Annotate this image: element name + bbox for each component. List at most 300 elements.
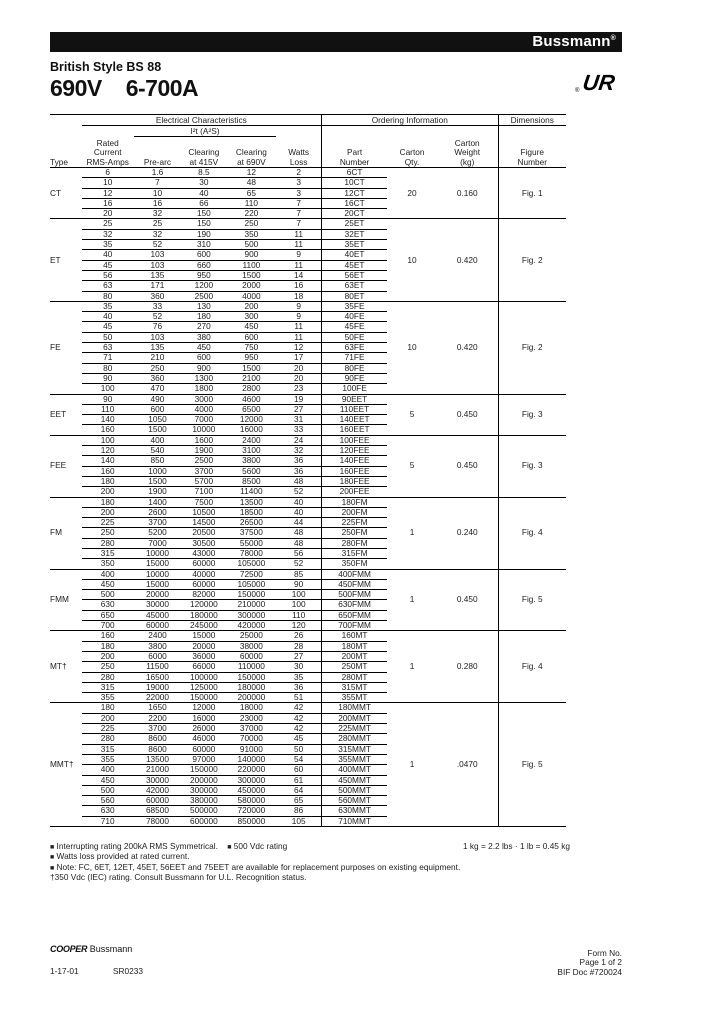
clearing-415v: 500000 [181, 806, 226, 816]
part-number: 63FE [322, 343, 388, 353]
rated-current: 250 [82, 662, 134, 672]
ul-logo-text: UR [581, 70, 617, 95]
watts-loss: 33 [276, 425, 321, 435]
footnote-1: ■ Interrupting rating 200kA RMS Symmetrical. ■ 500 Vdc rating [50, 841, 288, 851]
clearing-690v: 900 [226, 250, 276, 260]
carton-qty: 1 [387, 569, 437, 631]
clearing-415v: 180 [181, 312, 226, 322]
clearing-690v: 4600 [226, 394, 276, 404]
clearing-415v: 200000 [181, 775, 226, 785]
clearing-415v: 30500 [181, 538, 226, 548]
col-rated-current: Rated Current RMS-Amps [82, 137, 134, 168]
prearc-i2t: 850 [134, 456, 182, 466]
rated-current: 630 [82, 600, 134, 610]
clearing-415v: 40000 [181, 569, 226, 579]
rated-current: 450 [82, 775, 134, 785]
rated-current: 16 [82, 198, 134, 208]
clearing-415v: 20000 [181, 641, 226, 651]
prearc-i2t: 7000 [134, 538, 182, 548]
rated-current: 280 [82, 672, 134, 682]
part-number: 35FE [322, 301, 388, 311]
prearc-i2t: 210 [134, 353, 182, 363]
clearing-415v: 43000 [181, 548, 226, 558]
clearing-415v: 300000 [181, 785, 226, 795]
part-number: 80ET [322, 291, 388, 301]
part-number: 120FEE [322, 446, 388, 456]
prearc-i2t: 1900 [134, 487, 182, 497]
part-number: 180MT [322, 641, 388, 651]
prearc-i2t: 32 [134, 209, 182, 219]
clearing-415v: 150 [181, 219, 226, 229]
rated-current: 35 [82, 301, 134, 311]
part-number: 45ET [322, 260, 388, 270]
clearing-415v: 270 [181, 322, 226, 332]
part-number: 71FE [322, 353, 388, 363]
col-part-number: Part Number [322, 137, 388, 168]
part-number: 35ET [322, 240, 388, 250]
part-number: 160FEE [322, 466, 388, 476]
part-number: 630MMT [322, 806, 388, 816]
rated-current: 630 [82, 806, 134, 816]
clearing-415v: 150000 [181, 765, 226, 775]
clearing-415v: 310 [181, 240, 226, 250]
rated-current: 32 [82, 229, 134, 239]
part-number: 400MMT [322, 765, 388, 775]
prearc-i2t: 52 [134, 240, 182, 250]
carton-weight: 0.160 [437, 168, 498, 219]
clearing-415v: 450 [181, 343, 226, 353]
watts-loss: 51 [276, 693, 321, 703]
prearc-i2t: 16 [134, 198, 182, 208]
watts-loss: 14 [276, 270, 321, 280]
prearc-i2t: 600 [134, 404, 182, 414]
watts-loss: 7 [276, 198, 321, 208]
part-number: 63ET [322, 281, 388, 291]
form-info [520, 949, 622, 977]
col-prearc: Pre-arc [134, 137, 182, 168]
rated-current: 225 [82, 518, 134, 528]
prearc-i2t: 21000 [134, 765, 182, 775]
clearing-690v: 70000 [226, 734, 276, 744]
figure-number: Fig. 5 [498, 569, 566, 631]
watts-loss: 27 [276, 404, 321, 414]
clearing-690v: 26500 [226, 518, 276, 528]
rated-current: 100 [82, 384, 134, 394]
clearing-690v: 3800 [226, 456, 276, 466]
col-clearing-415v: Clearing at 415V [181, 137, 226, 168]
prearc-i2t: 171 [134, 281, 182, 291]
part-number: 315MMT [322, 744, 388, 754]
rated-current: 200 [82, 487, 134, 497]
rated-current: 45 [82, 260, 134, 270]
rated-current: 50 [82, 332, 134, 342]
prearc-i2t: 3700 [134, 724, 182, 734]
prearc-i2t: 30000 [134, 775, 182, 785]
table-row [50, 435, 566, 445]
clearing-690v: 300000 [226, 775, 276, 785]
prearc-i2t: 1050 [134, 415, 182, 425]
part-number: 140FEE [322, 456, 388, 466]
table-row [50, 394, 566, 404]
prearc-i2t: 15000 [134, 559, 182, 569]
clearing-415v: 7500 [181, 497, 226, 507]
rated-current: 200 [82, 507, 134, 517]
footnote-3: ■ Note: FC, 6ET, 12ET, 45ET, 56EET and 75EET are available for replacement purposes on existing equipment. [50, 861, 461, 872]
rated-current: 6 [82, 168, 134, 178]
prearc-i2t: 490 [134, 394, 182, 404]
rated-current: 90 [82, 373, 134, 383]
carton-qty: 1 [387, 631, 437, 703]
clearing-690v: 6500 [226, 404, 276, 414]
voltage-rating: 690V [50, 75, 102, 101]
clearing-415v: 380 [181, 332, 226, 342]
clearing-415v: 600000 [181, 816, 226, 826]
col-watts-loss: Watts Loss [276, 137, 321, 168]
prearc-i2t: 22000 [134, 693, 182, 703]
prearc-i2t: 103 [134, 332, 182, 342]
prearc-i2t: 103 [134, 250, 182, 260]
rated-current: 180 [82, 641, 134, 651]
rated-current: 180 [82, 497, 134, 507]
document-code: SR0233 [113, 966, 143, 976]
fuse-group [50, 168, 566, 219]
clearing-690v: 2400 [226, 435, 276, 445]
clearing-690v: 580000 [226, 796, 276, 806]
rated-current: 200 [82, 713, 134, 723]
clearing-690v: 200 [226, 301, 276, 311]
table-row [50, 631, 566, 641]
rated-current: 500 [82, 785, 134, 795]
watts-loss: 20 [276, 373, 321, 383]
clearing-690v: 180000 [226, 682, 276, 692]
rated-current: 110 [82, 404, 134, 414]
prearc-i2t: 540 [134, 446, 182, 456]
rated-current: 710 [82, 816, 134, 826]
figure-number: Fig. 3 [498, 435, 566, 497]
table-row [50, 219, 566, 229]
clearing-415v: 12000 [181, 703, 226, 713]
part-number: 225FM [322, 518, 388, 528]
rated-current: 45 [82, 322, 134, 332]
rated-current: 350 [82, 559, 134, 569]
watts-loss: 105 [276, 816, 321, 826]
rated-current: 700 [82, 621, 134, 631]
clearing-690v: 110 [226, 198, 276, 208]
part-number: 500MMT [322, 785, 388, 795]
part-number: 710MMT [322, 816, 388, 826]
amp-range: 6-700A [125, 75, 199, 101]
part-number: 180MMT [322, 703, 388, 713]
watts-loss: 120 [276, 621, 321, 631]
watts-loss: 64 [276, 785, 321, 795]
watts-loss: 3 [276, 188, 321, 198]
clearing-415v: 20500 [181, 528, 226, 538]
ordering-information-header: Ordering Information [322, 115, 499, 126]
rated-current: 90 [82, 394, 134, 404]
clearing-690v: 200000 [226, 693, 276, 703]
prearc-i2t: 360 [134, 291, 182, 301]
carton-weight: 0.240 [437, 497, 498, 569]
part-number: 355MT [322, 693, 388, 703]
watts-loss: 42 [276, 724, 321, 734]
clearing-690v: 600 [226, 332, 276, 342]
prearc-i2t: 76 [134, 322, 182, 332]
clearing-415v: 40 [181, 188, 226, 198]
watts-loss: 30 [276, 662, 321, 672]
clearing-690v: 16000 [226, 425, 276, 435]
part-number: 16CT [322, 198, 388, 208]
footnote-4: †350 Vdc (IEC) rating. Consult Bussmann for U.L. Recognition status. [50, 872, 307, 883]
clearing-690v: 140000 [226, 754, 276, 764]
clearing-690v: 220 [226, 209, 276, 219]
watts-loss: 35 [276, 672, 321, 682]
watts-loss: 50 [276, 744, 321, 754]
clearing-415v: 15000 [181, 631, 226, 641]
part-number: 250FM [322, 528, 388, 538]
carton-qty: 20 [387, 168, 437, 219]
clearing-690v: 2000 [226, 281, 276, 291]
prearc-i2t: 60000 [134, 796, 182, 806]
clearing-415v: 7000 [181, 415, 226, 425]
figure-number: Fig. 1 [498, 168, 566, 219]
figure-number: Fig. 2 [498, 301, 566, 394]
prearc-i2t: 13500 [134, 754, 182, 764]
watts-loss: 12 [276, 343, 321, 353]
watts-loss: 9 [276, 301, 321, 311]
clearing-690v: 13500 [226, 497, 276, 507]
part-number: 700FMM [322, 621, 388, 631]
rated-current: 20 [82, 209, 134, 219]
watts-loss: 42 [276, 713, 321, 723]
carton-qty: 10 [387, 219, 437, 301]
watts-loss: 86 [276, 806, 321, 816]
rated-current: 25 [82, 219, 134, 229]
clearing-690v: 37500 [226, 528, 276, 538]
clearing-415v: 8.5 [181, 168, 226, 178]
ul-recognized-icon [575, 68, 623, 96]
watts-loss: 44 [276, 518, 321, 528]
prearc-i2t: 2600 [134, 507, 182, 517]
clearing-415v: 600 [181, 353, 226, 363]
rated-current: 315 [82, 548, 134, 558]
part-number: 40FE [322, 312, 388, 322]
part-number: 160MT [322, 631, 388, 641]
fuse-group [50, 631, 566, 703]
product-title [50, 75, 198, 102]
clearing-690v: 65 [226, 188, 276, 198]
clearing-690v: 250 [226, 219, 276, 229]
clearing-690v: 150000 [226, 672, 276, 682]
col-carton-weight: Carton Weight (kg) [437, 137, 498, 168]
clearing-690v: 105000 [226, 559, 276, 569]
watts-loss: 36 [276, 682, 321, 692]
clearing-690v: 25000 [226, 631, 276, 641]
table-row [50, 301, 566, 311]
part-number: 100FEE [322, 435, 388, 445]
clearing-415v: 1200 [181, 281, 226, 291]
watts-loss: 85 [276, 569, 321, 579]
prearc-i2t: 5200 [134, 528, 182, 538]
rated-current: 355 [82, 693, 134, 703]
watts-loss: 11 [276, 332, 321, 342]
prearc-i2t: 30000 [134, 600, 182, 610]
prearc-i2t: 1000 [134, 466, 182, 476]
clearing-415v: 26000 [181, 724, 226, 734]
clearing-415v: 16000 [181, 713, 226, 723]
prearc-i2t: 15000 [134, 579, 182, 589]
watts-loss: 19 [276, 394, 321, 404]
col-carton-qty: Carton Qty. [387, 137, 437, 168]
watts-loss: 17 [276, 353, 321, 363]
clearing-690v: 48 [226, 178, 276, 188]
clearing-690v: 300000 [226, 610, 276, 620]
part-number: 56ET [322, 270, 388, 280]
rated-current: 100 [82, 435, 134, 445]
table-row [50, 703, 566, 713]
rated-current: 120 [82, 446, 134, 456]
clearing-690v: 2800 [226, 384, 276, 394]
clearing-415v: 5700 [181, 476, 226, 486]
rated-current: 250 [82, 528, 134, 538]
clearing-690v: 72500 [226, 569, 276, 579]
prearc-i2t: 1650 [134, 703, 182, 713]
prearc-i2t: 52 [134, 312, 182, 322]
watts-loss: 48 [276, 476, 321, 486]
carton-weight: 0.450 [437, 569, 498, 631]
fuse-type: MMT† [50, 703, 82, 827]
col-type: Type [50, 137, 82, 168]
rated-current: 71 [82, 353, 134, 363]
part-number: 50FE [322, 332, 388, 342]
prearc-i2t: 1500 [134, 425, 182, 435]
watts-loss: 90 [276, 579, 321, 589]
part-number: 200FM [322, 507, 388, 517]
prearc-i2t: 1500 [134, 476, 182, 486]
carton-weight: 0.450 [437, 394, 498, 435]
part-number: 25ET [322, 219, 388, 229]
prearc-i2t: 135 [134, 270, 182, 280]
prearc-i2t: 7 [134, 178, 182, 188]
clearing-690v: 220000 [226, 765, 276, 775]
prearc-i2t: 3700 [134, 518, 182, 528]
clearing-690v: 38000 [226, 641, 276, 651]
clearing-690v: 12000 [226, 415, 276, 425]
watts-loss: 3 [276, 178, 321, 188]
carton-qty: 10 [387, 301, 437, 394]
watts-loss: 18 [276, 291, 321, 301]
rated-current: 40 [82, 250, 134, 260]
figure-number: Fig. 4 [498, 631, 566, 703]
part-number: 225MMT [322, 724, 388, 734]
watts-loss: 36 [276, 456, 321, 466]
rated-current: 140 [82, 456, 134, 466]
part-number: 200MMT [322, 713, 388, 723]
figure-number: Fig. 2 [498, 219, 566, 301]
watts-loss: 2 [276, 168, 321, 178]
watts-loss: 61 [276, 775, 321, 785]
fuse-type: FMM [50, 569, 82, 631]
rated-current: 180 [82, 476, 134, 486]
clearing-415v: 66000 [181, 662, 226, 672]
clearing-690v: 5600 [226, 466, 276, 476]
prearc-i2t: 10000 [134, 569, 182, 579]
part-number: 90EET [322, 394, 388, 404]
clearing-690v: 850000 [226, 816, 276, 826]
watts-loss: 11 [276, 260, 321, 270]
clearing-690v: 500 [226, 240, 276, 250]
figure-number: Fig. 5 [498, 703, 566, 827]
rated-current: 180 [82, 703, 134, 713]
watts-loss: 9 [276, 250, 321, 260]
prearc-i2t: 33 [134, 301, 182, 311]
watts-loss: 24 [276, 435, 321, 445]
clearing-415v: 380000 [181, 796, 226, 806]
fuse-type: FEE [50, 435, 82, 497]
i2t-header: I²t (A²S) [134, 126, 277, 137]
part-number: 280MMT [322, 734, 388, 744]
rated-current: 10 [82, 178, 134, 188]
prearc-i2t: 470 [134, 384, 182, 394]
clearing-690v: 12 [226, 168, 276, 178]
clearing-690v: 55000 [226, 538, 276, 548]
part-number: 180FEE [322, 476, 388, 486]
clearing-415v: 120000 [181, 600, 226, 610]
rated-current: 400 [82, 765, 134, 775]
watts-loss: 52 [276, 487, 321, 497]
carton-weight: .0470 [437, 703, 498, 827]
part-number: 140EET [322, 415, 388, 425]
watts-loss: 45 [276, 734, 321, 744]
clearing-415v: 100000 [181, 672, 226, 682]
fuse-group [50, 219, 566, 301]
bif-doc-number: BIF Doc #720024 [557, 966, 622, 977]
clearing-415v: 2500 [181, 456, 226, 466]
clearing-415v: 3000 [181, 394, 226, 404]
clearing-690v: 720000 [226, 806, 276, 816]
prearc-i2t: 45000 [134, 610, 182, 620]
watts-loss: 40 [276, 507, 321, 517]
part-number: 110EET [322, 404, 388, 414]
rated-current: 225 [82, 724, 134, 734]
fuse-group [50, 569, 566, 631]
prearc-i2t: 68500 [134, 806, 182, 816]
clearing-690v: 450 [226, 322, 276, 332]
electrical-characteristics-header: Electrical Characteristics [82, 115, 322, 126]
part-number: 160EET [322, 425, 388, 435]
prearc-i2t: 1400 [134, 497, 182, 507]
watts-loss: 7 [276, 209, 321, 219]
fuse-type: FE [50, 301, 82, 394]
brand-name: Bussmann® [532, 33, 616, 50]
unit-conversion: 1 kg = 2.2 lbs · 1 lb = 0.45 kg [462, 841, 570, 851]
prearc-i2t: 6000 [134, 651, 182, 661]
clearing-415v: 14500 [181, 518, 226, 528]
clearing-415v: 2500 [181, 291, 226, 301]
prearc-i2t: 8600 [134, 734, 182, 744]
rated-current: 650 [82, 610, 134, 620]
watts-loss: 100 [276, 590, 321, 600]
watts-loss: 100 [276, 600, 321, 610]
rated-current: 560 [82, 796, 134, 806]
watts-loss: 7 [276, 219, 321, 229]
rated-current: 450 [82, 579, 134, 589]
rated-current: 63 [82, 281, 134, 291]
clearing-690v: 420000 [226, 621, 276, 631]
clearing-690v: 11400 [226, 487, 276, 497]
clearing-690v: 18000 [226, 703, 276, 713]
fuse-group [50, 703, 566, 827]
clearing-690v: 105000 [226, 579, 276, 589]
